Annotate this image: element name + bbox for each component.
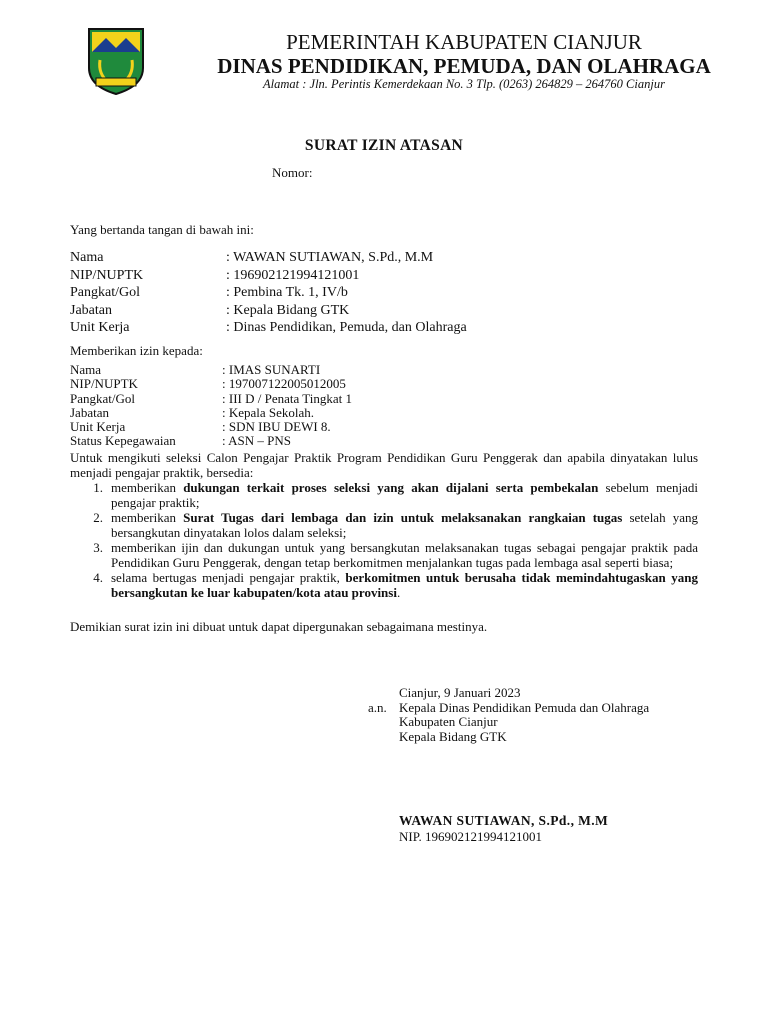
item-text-bold: dukungan terkait proses seleksi yang akan dijalani serta pembekalan xyxy=(183,480,599,495)
signer-row-position xyxy=(70,302,467,320)
signature-date-row xyxy=(368,686,649,701)
field-label: Jabatan xyxy=(70,302,112,318)
field-value: : IMAS SUNARTI xyxy=(222,362,321,377)
signer-office: Kepala Dinas Pendidikan Pemuda dan Olahraga xyxy=(399,699,650,715)
item-text-bold: Surat Tugas dari lembaga dan izin untuk melaksanakan rangkaian tugas xyxy=(183,510,623,525)
recipient-row-name xyxy=(70,363,352,377)
signer-table xyxy=(70,249,467,337)
signer-row-rank xyxy=(70,284,467,302)
body-paragraph: Untuk mengikuti seleksi Calon Pengajar Praktik Program Pendidikan Guru Penggerak dan apabila dinyatakan lulus menjadi pengajar praktik, bersedia: xyxy=(70,450,698,480)
recipient-row-status xyxy=(70,434,352,448)
item-text-bold: berkomitmen untuk berusaha tidak memindahtugaskan yang bersangkutan ke luar kabupaten/kota atau provinsi xyxy=(111,570,698,600)
item-text-pre: selama bertugas menjadi pengajar praktik, xyxy=(111,570,346,585)
intro-text: Yang bertanda tangan di bawah ini: xyxy=(70,222,254,237)
field-label: Unit Kerja xyxy=(70,419,126,435)
item-text-pre: memberikan xyxy=(111,480,184,495)
item-number: 3. xyxy=(93,540,103,555)
item-text xyxy=(111,541,698,570)
item-text-pre: memberikan xyxy=(111,510,184,525)
letter-title: SURAT IZIN ATASAN xyxy=(304,137,464,154)
letterhead-address: Alamat : Jln. Perintis Kemerdekaan No. 3 Tlp. (0263) 264829 – 264760 Cianjur xyxy=(263,77,665,91)
item-text-post: sebelum menjadi pengajar praktik; xyxy=(111,480,698,510)
spacer xyxy=(368,730,399,745)
field-value: : Kepala Sekolah. xyxy=(222,404,315,420)
permission-intro: Memberikan izin kepada: xyxy=(70,343,203,358)
recipient-table xyxy=(70,363,352,449)
item-text-pre: memberikan ijin dan dukungan untuk yang bersangkutan melaksanakan tugas sebagai pengajar praktik pada Pendidikan Guru Penggerak, dengan tetap berkomitmen menjalankan tugas pada lembaga asal seperti biasa; xyxy=(111,540,698,570)
list-item xyxy=(70,481,698,510)
field-value: : 197007122005012005 xyxy=(222,376,346,392)
field-value: : Pembina Tk. 1, IV/b xyxy=(226,285,348,300)
signature-block xyxy=(368,686,649,744)
signer-row-unit xyxy=(70,319,467,337)
signer-nip: NIP. 196902121994121001 xyxy=(399,829,543,844)
regency-logo xyxy=(86,26,146,96)
recipient-row-nip xyxy=(70,377,352,391)
recipient-row-position xyxy=(70,406,352,420)
field-value: : III D / Penata Tingkat 1 xyxy=(222,390,352,406)
recipient-row-unit xyxy=(70,420,352,434)
field-label: Pangkat/Gol xyxy=(70,390,135,406)
item-text xyxy=(111,481,698,510)
signer-name: WAWAN SUTIAWAN, S.Pd., M.M xyxy=(399,813,609,828)
item-text-post: . xyxy=(396,584,401,600)
field-label: Nama xyxy=(70,250,104,265)
spacer xyxy=(368,686,399,701)
field-value: : ASN – PNS xyxy=(222,433,291,449)
spacer xyxy=(368,715,399,730)
place-date: Cianjur, 9 Januari 2023 xyxy=(399,685,521,700)
signer-row-name xyxy=(70,249,467,267)
item-number: 1. xyxy=(93,480,103,495)
letterhead-agency: DINAS PENDIDIKAN, PEMUDA, DAN OLAHRAGA xyxy=(217,54,711,78)
signer-position: Kepala Bidang GTK xyxy=(399,728,507,744)
signer-row-nip xyxy=(70,267,467,285)
commitment-list xyxy=(70,481,698,601)
field-value: : SDN IBU DEWI 8. xyxy=(222,419,331,435)
field-value: : Dinas Pendidikan, Pemuda, dan Olahraga xyxy=(226,320,467,335)
item-text xyxy=(111,511,698,540)
list-item xyxy=(70,571,698,600)
field-label: NIP/NUPTK xyxy=(70,376,138,392)
signature-position-row xyxy=(368,730,649,745)
field-label: Jabatan xyxy=(70,404,109,420)
on-behalf-label: a.n. xyxy=(368,699,387,715)
recipient-row-rank xyxy=(70,392,352,406)
list-item xyxy=(70,541,698,570)
letter-number: Nomor: xyxy=(272,165,313,180)
signer-region: Kabupaten Cianjur xyxy=(399,714,498,729)
field-label: NIP/NUPTK xyxy=(70,267,144,283)
field-label: Status Kepegawaian xyxy=(70,433,176,449)
signature-region-row xyxy=(368,715,649,730)
item-number: 2. xyxy=(93,510,103,525)
field-value: : Kepala Bidang GTK xyxy=(226,302,350,318)
field-value: : WAWAN SUTIAWAN, S.Pd., M.M xyxy=(226,250,434,265)
signature-title-row xyxy=(368,701,649,716)
field-label: Unit Kerja xyxy=(70,320,130,335)
letterhead-government: PEMERINTAH KABUPATEN CIANJUR xyxy=(286,30,642,54)
item-text-post: setelah yang bersangkutan dinyatakan lolos dalam seleksi; xyxy=(111,510,698,540)
field-label: Nama xyxy=(70,362,102,377)
closing-sentence: Demikian surat izin ini dibuat untuk dapat dipergunakan sebagaimana mestinya. xyxy=(70,619,488,634)
field-value: : 196902121994121001 xyxy=(226,267,360,283)
item-text xyxy=(111,571,698,600)
field-label: Pangkat/Gol xyxy=(70,285,140,300)
list-item xyxy=(70,511,698,540)
item-number: 4. xyxy=(93,570,103,585)
